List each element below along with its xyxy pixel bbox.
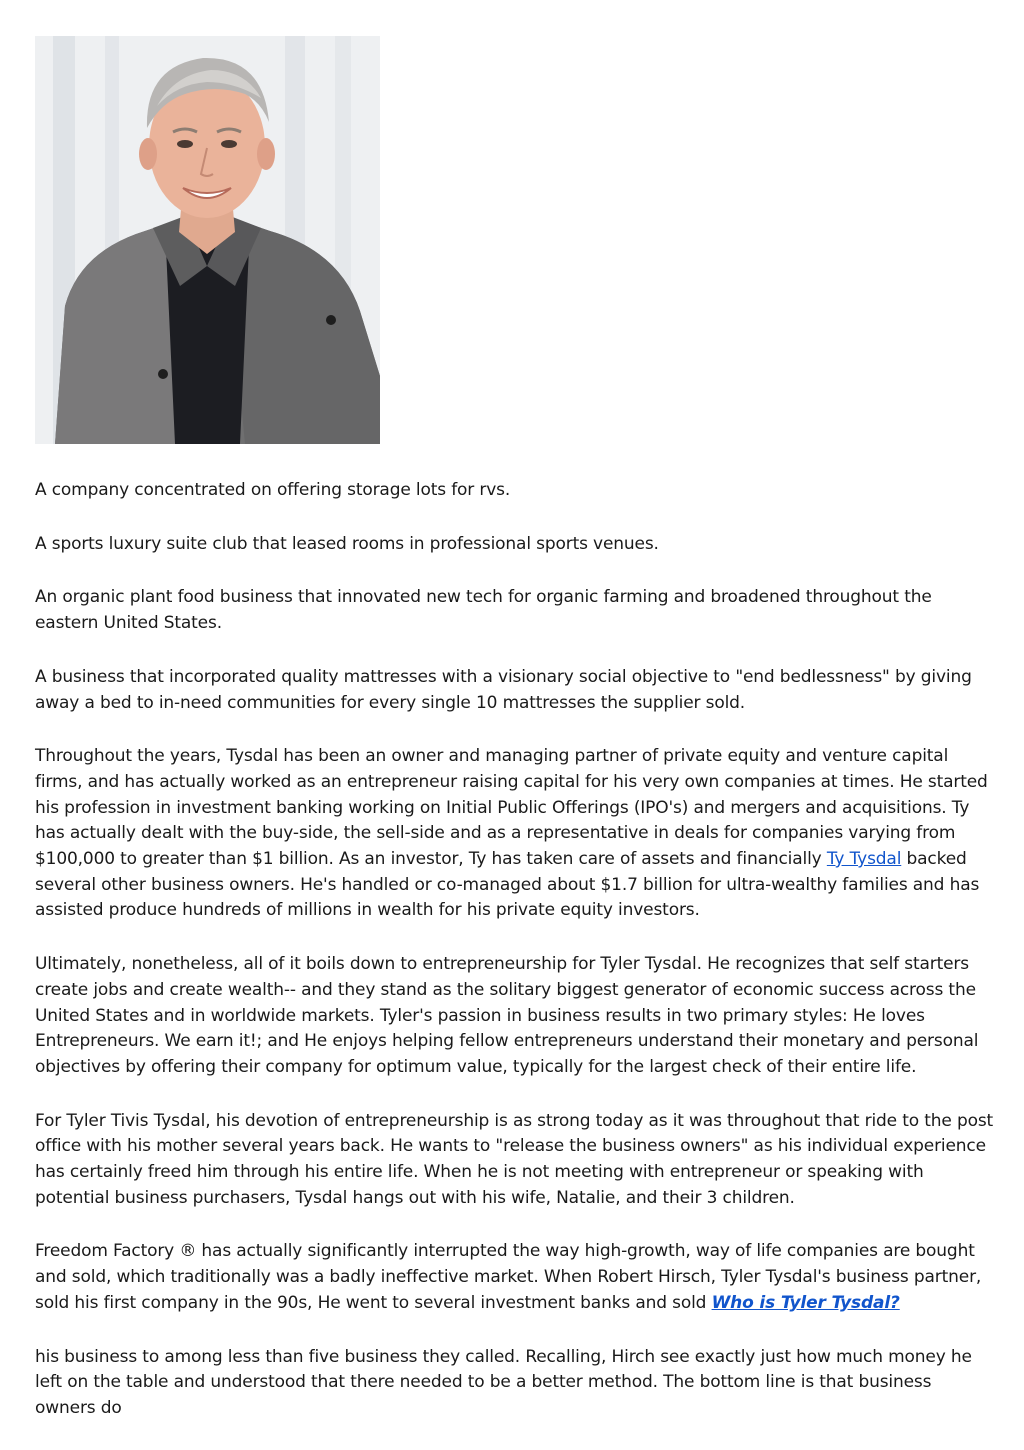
paragraph-devotion: For Tyler Tivis Tysdal, his devotion of entrepreneurship is as strong today as it was throughout that ride to the post office with his mother several years back. He wants to "release the business owners" as his individual experience has certainly freed him through his entire life. When he is not meeting with entrepreneur or speaking with potential business purchasers, Tysdal hangs out with his wife, Natalie, and their 3 children. bbox=[35, 1110, 994, 1208]
paragraph-career-before: Throughout the years, Tysdal has been an owner and managing partner of private equity and venture capital firms, and has actually worked as an entrepreneur raising capital for his very own companies at times. He started his profession in investment banking working on Initial Public Offerings (IPO's) and mergers and acquisitions. Ty has actually dealt with the buy-side, the sell-side and as a representative in deals for companies varying from $100,000 to greater than $1 billion. As an investor, Ty has taken care of assets and financially bbox=[35, 746, 988, 870]
paragraph-rv-storage: A company concentrated on offering storage lots for rvs. bbox=[35, 480, 511, 500]
portrait-photo bbox=[35, 36, 380, 444]
who-is-tyler-tysdal-link[interactable]: Who is Tyler Tysdal? bbox=[711, 1292, 900, 1313]
portrait-icon bbox=[35, 36, 380, 444]
paragraph-entrepreneurship: Ultimately, nonetheless, all of it boils down to entrepreneurship for Tyler Tysdal. He recognizes that self starters create jobs and create wealth-- and they stand as the solitary biggest generator of economic success across the United States and in worldwide markets. Tyler's passion in business results in two primary styles: He loves Entrepreneurs. We earn it!; and He enjoys helping fellow entrepreneurs understand their monetary and personal objectives by offering their company for optimum value, typically for the largest check of their entire life. bbox=[35, 954, 979, 1077]
paragraph-mattress: A business that incorporated quality mattresses with a visionary social objective to "end bedlessness" by giving away a bed to in-need communities for every single 10 mattresses the supplier sold. bbox=[35, 666, 972, 713]
document-page bbox=[35, 36, 995, 1450]
paragraph-business-sale: his business to among less than five business they called. Recalling, Hirch see exactly just how much money he left on the table and understood that there needed to be a better method. The bottom line is that business owners do bbox=[35, 1346, 972, 1418]
paragraph-career-after: backed several other business owners. He's handled or co-managed about $1.7 billion for ultra-wealthy families and has assisted produce hundreds of millions in wealth for his private equity investors. bbox=[35, 849, 980, 921]
paragraph-career bbox=[35, 744, 995, 924]
ty-tysdal-link[interactable]: Ty Tysdal bbox=[826, 849, 902, 870]
paragraph-plant-food: An organic plant food business that innovated new tech for organic farming and broadened throughout the eastern United States. bbox=[35, 587, 932, 634]
paragraph-freedom-factory bbox=[35, 1239, 995, 1316]
article-body bbox=[35, 478, 995, 1422]
paragraph-freedom-factory-before: Freedom Factory ® has actually significantly interrupted the way high-growth, way of life companies are bought and sold, which traditionally was a badly ineffective market. When Robert Hirsch, Tyler Tysdal's business partner, sold his first company in the 90s, He went to several investment banks and sold bbox=[35, 1241, 982, 1313]
paragraph-sports-suite: A sports luxury suite club that leased rooms in professional sports venues. bbox=[35, 533, 659, 554]
